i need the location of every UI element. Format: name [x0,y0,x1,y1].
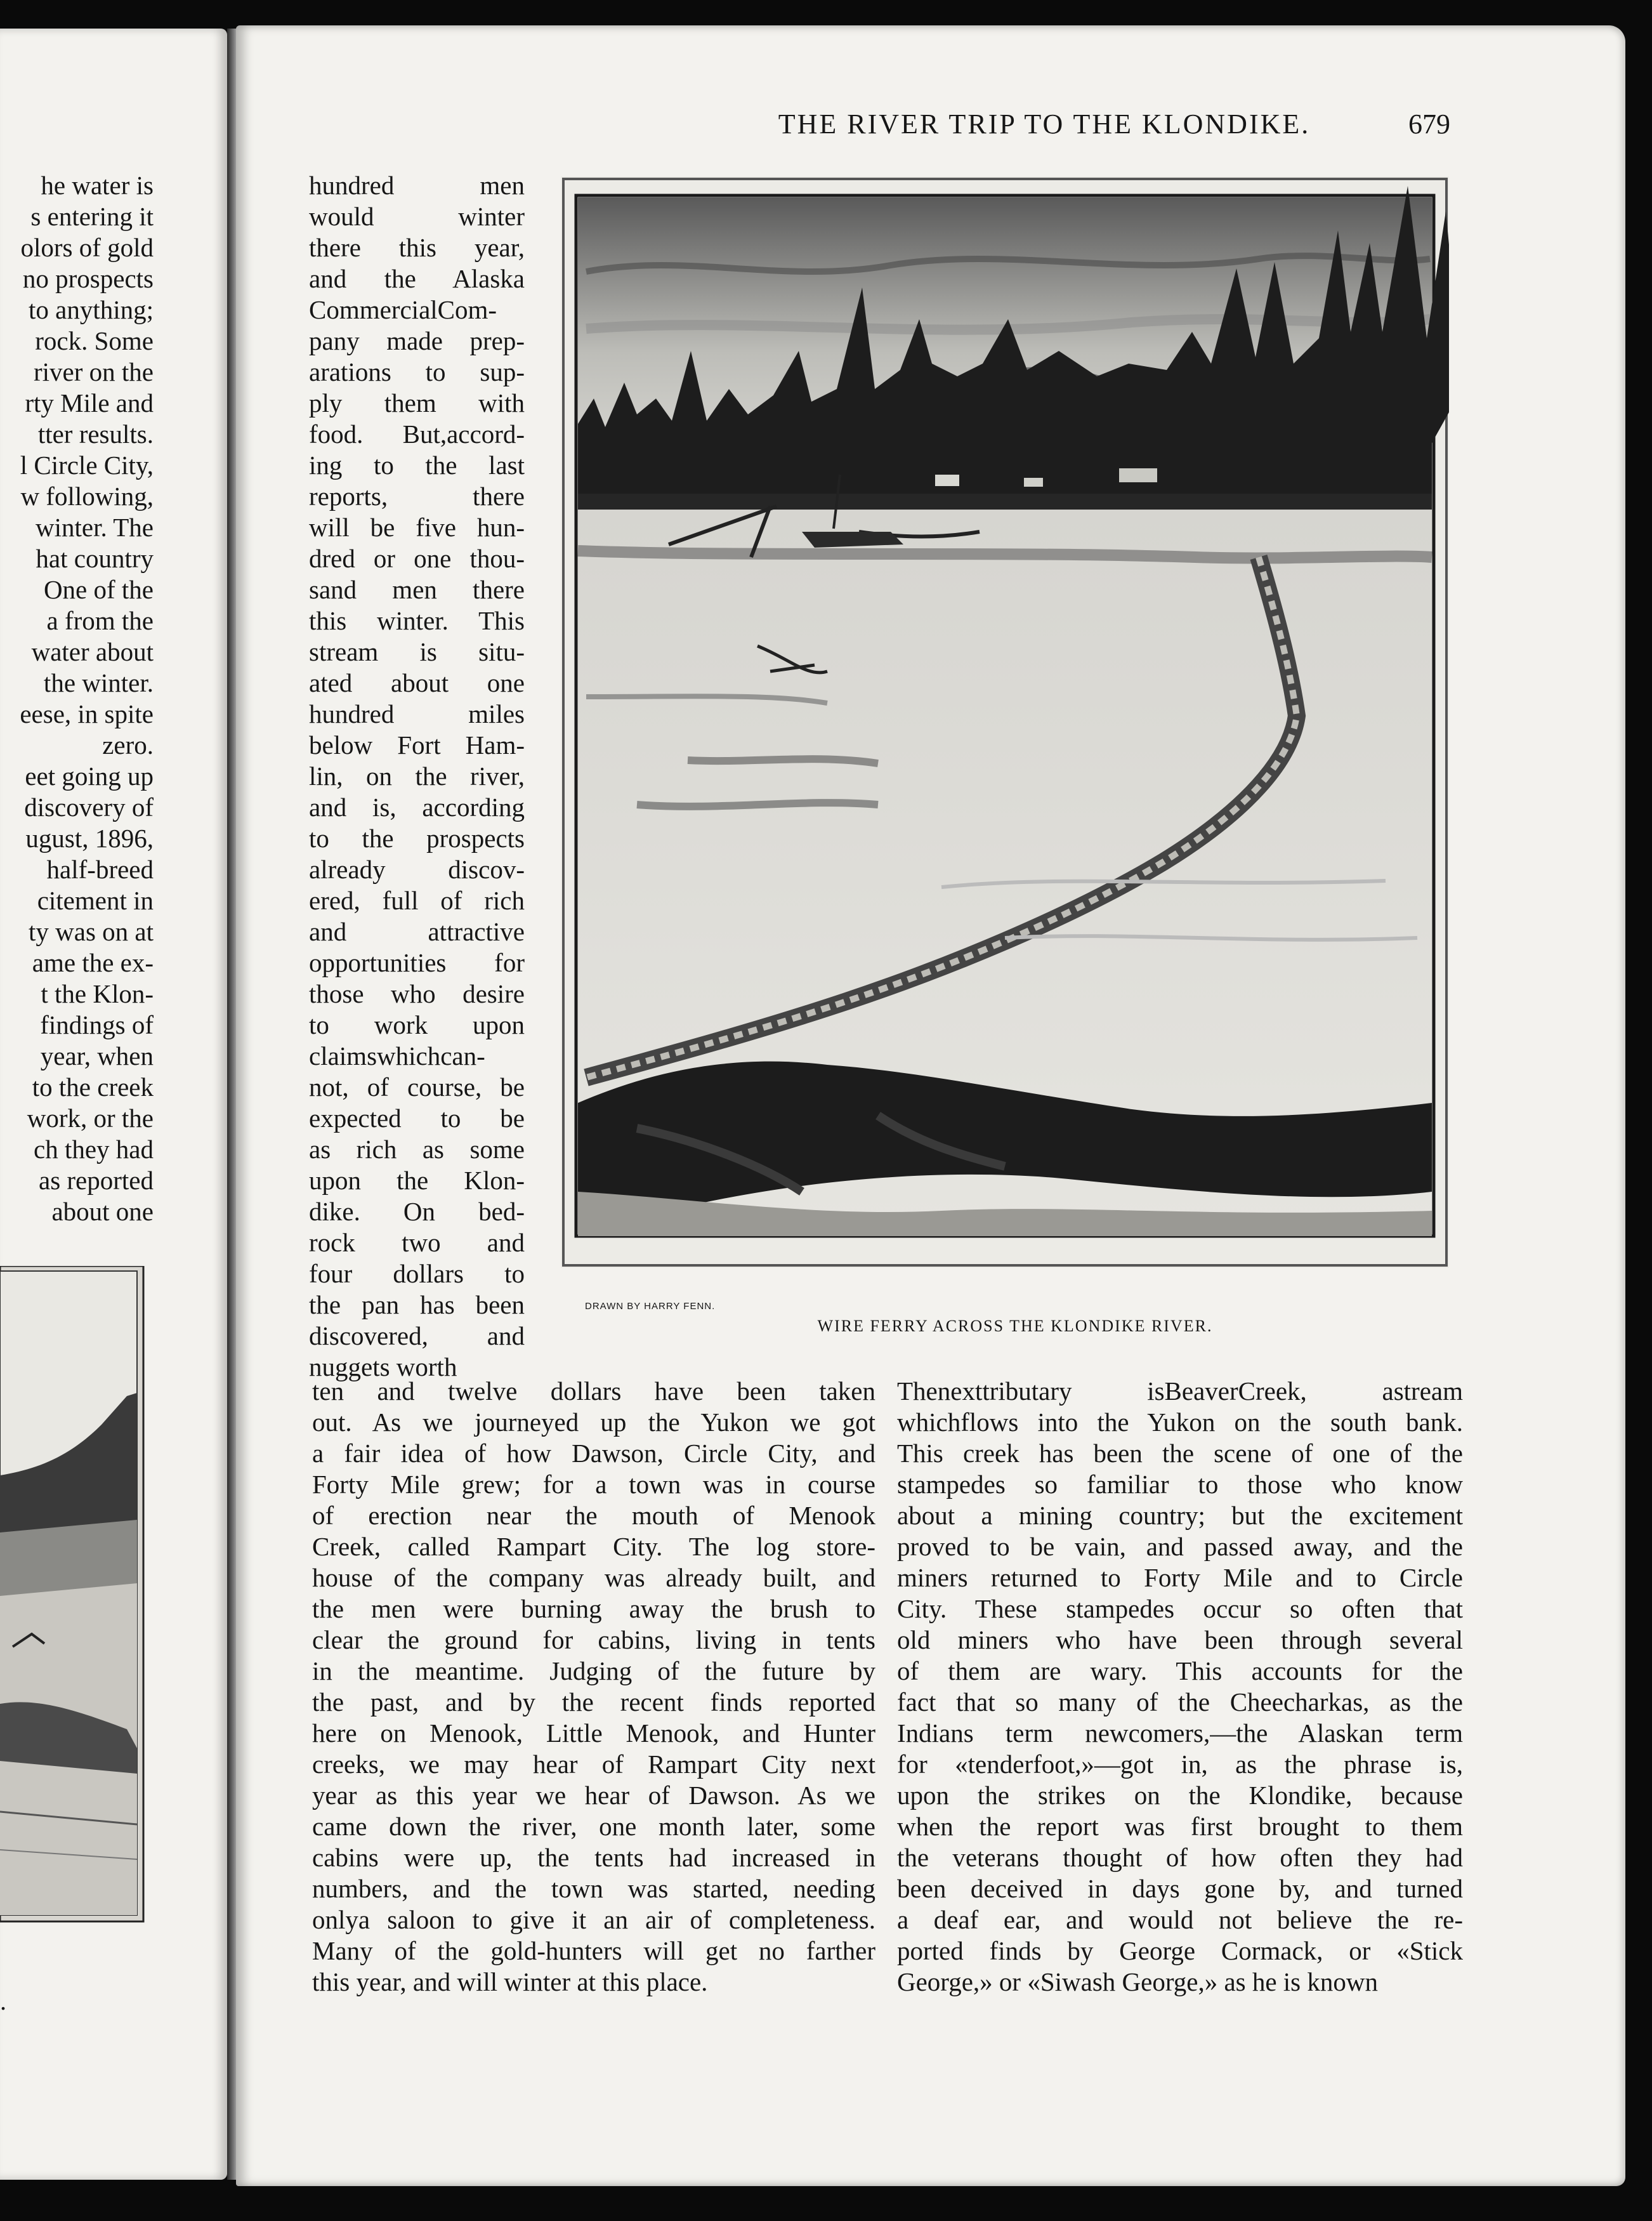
text-line: water about [31,637,154,666]
text-line: to work upon [309,1010,525,1039]
narrow-text-column [309,170,525,1383]
text-line: claimswhichcan- [309,1041,485,1071]
text-line: expected to be [309,1104,525,1133]
text-line: out. As we journeyed up the Yukon we got [312,1407,875,1437]
text-line: the past, and by the recent finds reported [312,1687,875,1717]
wire-ferry-illustration [561,176,1449,1268]
text-line: rock two and [309,1228,525,1257]
text-line: w following, [20,482,154,511]
text-line: zero. [102,730,154,760]
text-line: Indians term newcomers,—the Alaskan term [897,1718,1463,1748]
text-line: ered, full of rich [309,886,525,915]
text-line: t the Klon- [41,979,154,1008]
text-line: ated about one [309,668,525,697]
text-line: river on the [34,357,154,386]
text-line: this winter. This [309,606,525,635]
running-head: THE RIVER TRIP TO THE KLONDIKE. [778,109,1311,140]
text-line: and attractive [309,917,525,946]
text-line: four dollars to [309,1259,525,1288]
text-line: nuggets worth [309,1352,457,1381]
text-line: ing to the last [309,451,525,480]
text-line: stampedes so familiar to those who know [897,1470,1463,1499]
text-line: house of the company was already built, and [312,1563,875,1592]
text-line: arations to sup- [309,357,525,386]
text-line: dred or one thou- [309,544,525,573]
text-line: cabins were up, the tents had increased in [312,1843,875,1872]
text-line: year, when [40,1041,154,1071]
text-line: Many of the gold-hunters will get no farther [312,1936,875,1965]
text-line: the pan has been [309,1290,525,1319]
text-line: Forty Mile grew; for a town was in course [312,1470,875,1499]
text-line: Thenexttributary isBeaverCreek, astream [897,1376,1463,1406]
text-line: came down the river, one month later, some [312,1812,875,1841]
text-line: as reported [39,1166,154,1195]
text-line: no prospects [22,264,154,293]
text-line: rock. Some [35,326,154,355]
text-line: in the meantime. Judging of the future by [312,1656,875,1685]
text-line: will be five hun- [309,513,525,542]
text-line: hundred miles [309,699,525,728]
text-line: work, or the [27,1104,154,1133]
text-line: the men were burning away the brush to [312,1594,875,1623]
illustration-credit: DRAWN BY HARRY FENN. [585,1301,716,1312]
left-caption-fragment: . [0,1987,6,2015]
text-line: One of the [43,575,154,604]
text-line: a deaf ear, and would not believe the re- [897,1905,1463,1934]
text-line: already discov- [309,855,525,884]
text-line: to the creek [32,1072,154,1102]
text-line: those who desire [309,979,525,1008]
text-line: olors of gold [20,233,154,262]
text-line: ten and twelve dollars have been taken [312,1376,875,1406]
text-line: ty was on at [29,917,154,946]
text-line: this year, and will winter at this place. [312,1967,708,1996]
text-line: for «tenderfoot,»—got in, as the phrase is, [897,1750,1463,1779]
text-line: opportunities for [309,948,525,977]
text-line: here on Menook, Little Menook, and Hunter [312,1718,875,1748]
text-line: there this year, [309,233,525,262]
text-line: miners returned to Forty Mile and to Circle [897,1563,1463,1592]
text-line: This creek has been the scene of one of the [897,1439,1463,1468]
text-line: a from the [46,606,154,635]
text-line: as rich as some [309,1135,525,1164]
text-line: findings of [40,1010,154,1039]
text-line: the veterans thought of how often they had [897,1843,1463,1872]
left-text-column [312,1376,875,1998]
text-line: CommercialCom- [309,295,497,324]
page-number: 679 [1408,109,1450,140]
text-line: City. These stampedes occur so often that [897,1594,1463,1623]
text-line: ch they had [34,1135,154,1164]
text-line: when the report was first brought to them [897,1812,1463,1841]
text-line: clear the ground for cabins, living in tents [312,1625,875,1654]
text-line: year as this year we hear of Dawson. As we [312,1781,875,1810]
text-line: would winter [309,202,525,231]
text-line: reports, there [309,482,525,511]
text-line: below Fort Ham- [309,730,525,760]
text-line: hat country [36,544,154,573]
text-line: discovery of [24,793,154,822]
text-line: and is, according [309,793,525,822]
text-line: discovered, and [309,1321,525,1350]
text-line: s entering it [30,202,154,231]
text-line: George,» or «Siwash George,» as he is known [897,1967,1378,1996]
text-line: l Circle City, [20,451,154,480]
text-line: creeks, we may hear of Rampart City next [312,1750,875,1779]
text-line: whichflows into the Yukon on the south bank. [897,1407,1463,1437]
text-line: to the prospects [309,824,525,853]
text-line: and the Alaska [309,264,525,293]
text-line: Creek, called Rampart City. The log store- [312,1532,875,1561]
text-line: onlya saloon to give it an air of completeness. [312,1905,875,1934]
text-line: the winter. [43,668,154,697]
text-line: proved to be vain, and passed away, and the [897,1532,1463,1561]
text-line: about a mining country; but the excitement [897,1501,1463,1530]
right-text-column [897,1376,1463,1998]
left-page-text-fragment [0,170,154,1227]
text-line: winter. The [36,513,154,542]
text-line: hundred men [309,171,525,200]
text-line: ame the ex- [32,948,154,977]
text-line: eet going up [25,761,154,791]
text-line: old miners who have been through several [897,1625,1463,1654]
text-line: dike. On bed- [309,1197,525,1226]
left-page-illustration-fragment [0,1266,145,1923]
text-line: eese, in spite [20,699,154,728]
text-line: ported finds by George Cormack, or «Stick [897,1936,1463,1965]
text-line: half-breed [46,855,154,884]
text-line: food. But,accord- [309,419,525,449]
text-line: pany made prep- [309,326,525,355]
text-line: of erection near the mouth of Menook [312,1501,875,1530]
text-line: numbers, and the town was started, needing [312,1874,875,1903]
text-line: upon the strikes on the Klondike, because [897,1781,1463,1810]
text-line: of them are wary. This accounts for the [897,1656,1463,1685]
text-line: ply them with [309,388,525,418]
text-line: ugust, 1896, [25,824,154,853]
text-line: sand men there [309,575,525,604]
text-line: rty Mile and [25,388,154,418]
text-line: he water is [41,171,154,200]
illustration-caption: WIRE FERRY ACROSS THE KLONDIKE RIVER. [817,1317,1213,1335]
text-line: tter results. [37,419,154,449]
text-line: not, of course, be [309,1072,525,1102]
text-line: to anything; [28,295,154,324]
text-line: upon the Klon- [309,1166,525,1195]
text-line: citement in [37,886,154,915]
text-line: fact that so many of the Cheecharkas, as the [897,1687,1463,1717]
text-line: been deceived in days gone by, and turned [897,1874,1463,1903]
text-line: lin, on the river, [309,761,525,791]
text-line: about one [51,1197,154,1226]
text-line: stream is situ- [309,637,525,666]
text-line: a fair idea of how Dawson, Circle City, and [312,1439,875,1468]
